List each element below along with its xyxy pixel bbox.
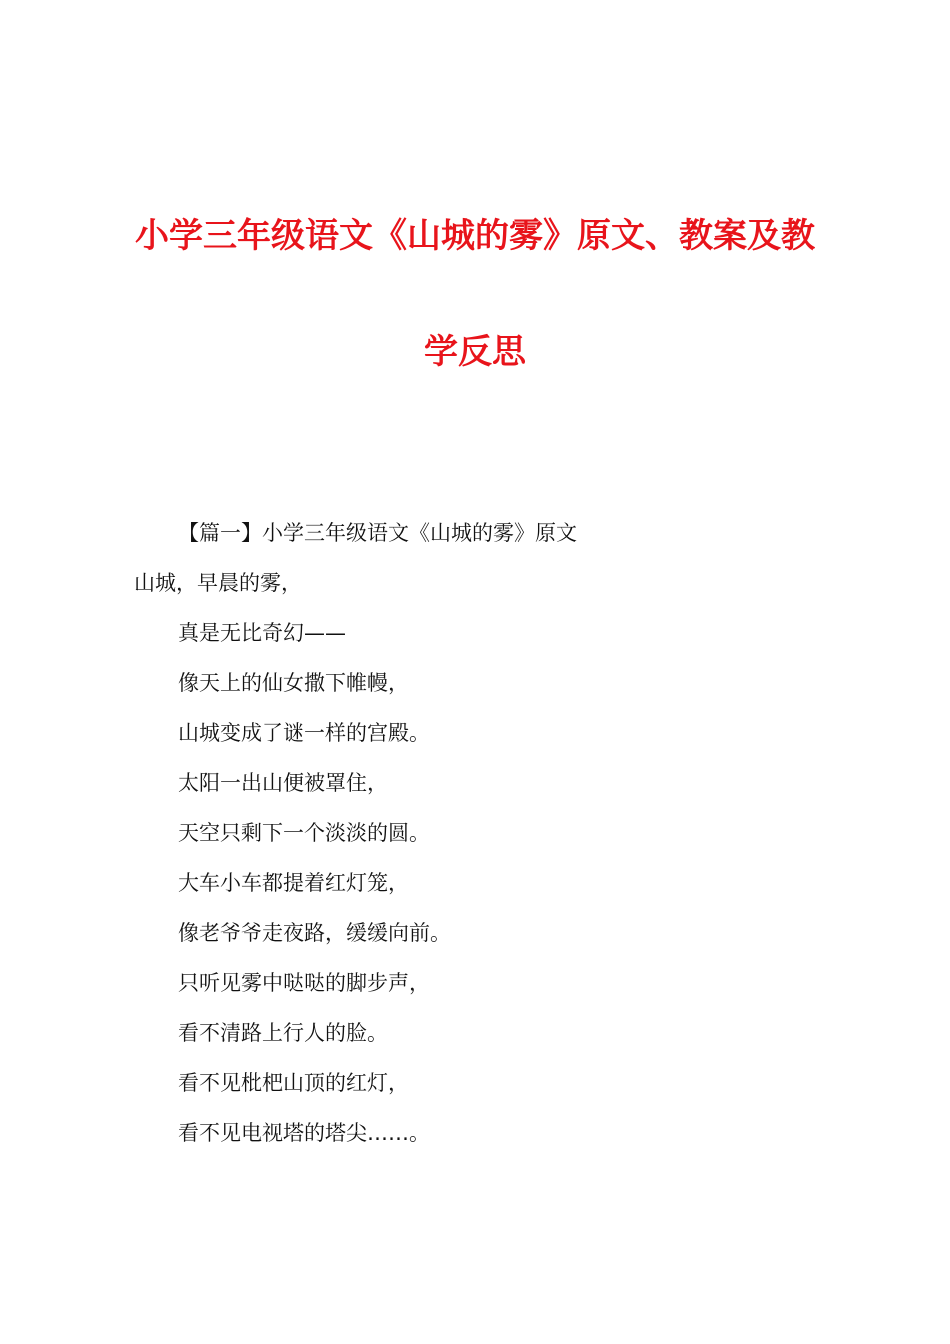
poem-line: 像老爷爷走夜路，缓缓向前。 <box>178 921 451 945</box>
poem-line: 看不见电视塔的塔尖……。 <box>178 1121 430 1145</box>
section-heading: 【篇一】小学三年级语文《山城的雾》原文 <box>178 521 577 545</box>
poem-line: 山城，早晨的雾， <box>134 571 302 595</box>
document-title-line-1: 小学三年级语文《山城的雾》原文、教案及教 <box>135 216 815 256</box>
poem-line: 只听见雾中哒哒的脚步声， <box>178 971 430 995</box>
poem-line: 真是无比奇幻—— <box>178 621 346 645</box>
poem-line: 看不见枇杷山顶的红灯， <box>178 1071 409 1095</box>
document-title-line-2: 学反思 <box>424 332 526 372</box>
poem-line: 山城变成了谜一样的宫殿。 <box>178 721 430 745</box>
poem-line: 太阳一出山便被罩住， <box>178 771 388 795</box>
poem-line: 天空只剩下一个淡淡的圆。 <box>178 821 430 845</box>
poem-line: 大车小车都提着红灯笼， <box>178 871 409 895</box>
poem-line: 像天上的仙女撒下帷幔， <box>178 671 409 695</box>
poem-line: 看不清路上行人的脸。 <box>178 1021 388 1045</box>
